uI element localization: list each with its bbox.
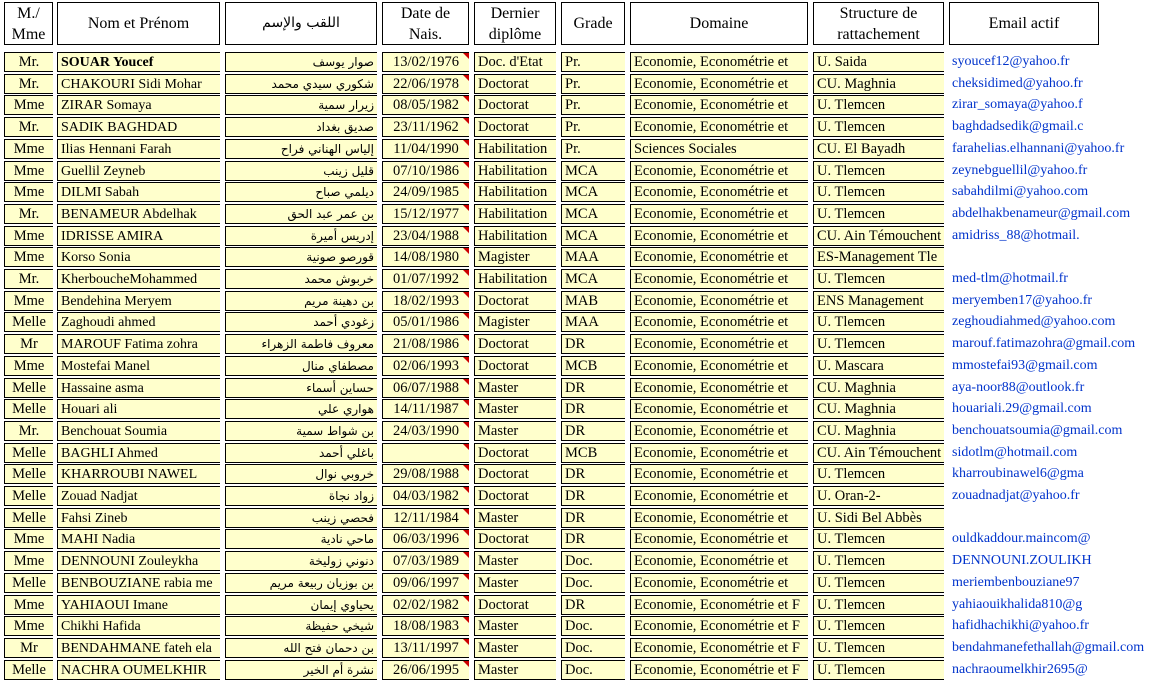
cell-email[interactable] <box>949 595 1165 615</box>
cell-nom-ar[interactable]: بن عمر عبد الحق <box>225 204 377 224</box>
email-text: meriembenbouziane97 <box>952 575 1080 590</box>
cell-grade[interactable]: MAB <box>561 291 625 311</box>
cell-civ[interactable]: Mme <box>4 356 53 376</box>
cell-diplome[interactable]: Doctorat <box>474 443 556 463</box>
cell-date[interactable]: 11/04/1990 <box>382 139 469 159</box>
cell-diplome[interactable]: Magister <box>474 312 556 332</box>
cell-diplome[interactable]: Master <box>474 660 556 680</box>
cell-structure[interactable]: U. Tlemcen <box>813 161 944 181</box>
cell-civ[interactable]: Mr. <box>4 74 53 94</box>
email-text: med-tlm@hotmail.fr <box>952 271 1068 286</box>
cell-nom[interactable]: Benchouat Soumia <box>57 421 220 441</box>
cell-nom[interactable]: BENAMEUR Abdelhak <box>57 204 220 224</box>
cell-structure[interactable]: U. Tlemcen <box>813 551 944 571</box>
email-text: farahelias.elhannani@yahoo.fr <box>952 141 1125 156</box>
cell-nom[interactable]: MAHI Nadia <box>57 529 220 549</box>
cell-civ[interactable]: Mme <box>4 291 53 311</box>
cell-civ[interactable]: Mme <box>4 247 53 267</box>
cell-structure[interactable]: U. Oran-2- <box>813 486 944 506</box>
cell-civ[interactable]: Mme <box>4 95 53 115</box>
cell-domaine[interactable]: Economie, Econométrie et <box>630 52 808 72</box>
cell-nom[interactable]: Ilias Hennani Farah <box>57 139 220 159</box>
cell-nom-ar[interactable]: شيخي حفيظة <box>225 616 377 636</box>
cell-structure[interactable]: U. Tlemcen <box>813 573 944 593</box>
cell-date[interactable]: 24/03/1990 <box>382 421 469 441</box>
cell-diplome[interactable]: Doctorat <box>474 595 556 615</box>
cell-grade[interactable]: MCA <box>561 161 625 181</box>
cell-date[interactable]: 13/11/1997 <box>382 638 469 658</box>
cell-civ[interactable]: Mr. <box>4 204 53 224</box>
cell-nom[interactable]: Houari ali <box>57 399 220 419</box>
cell-date[interactable]: 05/01/1986 <box>382 312 469 332</box>
cell-civ[interactable]: Mme <box>4 616 53 636</box>
email-text: nachraoumelkhir2695@ <box>952 662 1088 677</box>
email-text: houariali.29@gmail.com <box>952 401 1092 416</box>
email-text: mmostefai93@gmail.com <box>952 358 1098 373</box>
cell-structure[interactable]: U. Sidi Bel Abbès <box>813 508 944 528</box>
cell-grade[interactable]: MCB <box>561 443 625 463</box>
cell-email[interactable] <box>949 117 1165 137</box>
cell-nom[interactable]: DENNOUNI Zouleykha <box>57 551 220 571</box>
cell-diplome[interactable]: Doctorat <box>474 95 556 115</box>
cell-domaine[interactable]: Economie, Econométrie et <box>630 117 808 137</box>
cell-email[interactable] <box>949 334 1165 354</box>
cell-grade[interactable]: Pr. <box>561 139 625 159</box>
cell-civ[interactable]: Melle <box>4 443 53 463</box>
cell-nom-ar[interactable]: زغودي أحمد <box>225 312 377 332</box>
cell-domaine[interactable]: Economie, Econométrie et <box>630 291 808 311</box>
cell-grade[interactable]: Pr. <box>561 74 625 94</box>
cell-diplome[interactable]: Doctorat <box>474 291 556 311</box>
cell-grade[interactable]: DR <box>561 378 625 398</box>
cell-civ[interactable]: Mme <box>4 595 53 615</box>
cell-domaine[interactable]: Economie, Econométrie et <box>630 269 808 289</box>
cell-nom[interactable]: KHARROUBI NAWEL <box>57 464 220 484</box>
cell-email[interactable] <box>949 226 1165 246</box>
cell-nom[interactable]: Fahsi Zineb <box>57 508 220 528</box>
cell-structure[interactable]: U. Tlemcen <box>813 117 944 137</box>
cell-nom-ar[interactable]: خربوش محمد <box>225 269 377 289</box>
cell-diplome[interactable]: Master <box>474 399 556 419</box>
cell-structure[interactable]: CU. Maghnia <box>813 74 944 94</box>
cell-civ[interactable]: Mme <box>4 529 53 549</box>
cell-diplome[interactable]: Master <box>474 421 556 441</box>
cell-nom[interactable]: CHAKOURI Sidi Mohar <box>57 74 220 94</box>
cell-nom-ar[interactable]: يحياوي إيمان <box>225 595 377 615</box>
header-diplome: Dernier diplôme <box>474 2 556 45</box>
cell-domaine[interactable]: Economie, Econométrie et <box>630 204 808 224</box>
cell-structure[interactable]: CU. Maghnia <box>813 378 944 398</box>
email-text: meryemben17@yahoo.fr <box>952 293 1093 308</box>
cell-email[interactable] <box>949 269 1165 289</box>
email-text: yahiaouikhalida810@g <box>952 597 1083 612</box>
cell-email[interactable] <box>949 638 1165 658</box>
cell-diplome[interactable]: Master <box>474 508 556 528</box>
cell-date[interactable]: 18/08/1983 <box>382 616 469 636</box>
cell-grade[interactable]: DR <box>561 421 625 441</box>
cell-diplome[interactable]: Doctorat <box>474 356 556 376</box>
cell-date[interactable]: 09/06/1997 <box>382 573 469 593</box>
cell-structure[interactable]: U. Tlemcen <box>813 529 944 549</box>
cell-email[interactable] <box>949 399 1165 419</box>
cell-grade[interactable]: Doc. <box>561 660 625 680</box>
cell-diplome[interactable]: Doctorat <box>474 464 556 484</box>
cell-nom[interactable]: Hassaine asma <box>57 378 220 398</box>
cell-diplome[interactable]: Doctorat <box>474 334 556 354</box>
cell-domaine[interactable]: Economie, Econométrie et <box>630 312 808 332</box>
cell-email[interactable] <box>949 161 1165 181</box>
cell-civ[interactable]: Melle <box>4 399 53 419</box>
cell-nom-ar[interactable]: صوار يوسف <box>225 52 377 72</box>
cell-date[interactable]: 06/03/1996 <box>382 529 469 549</box>
cell-date[interactable] <box>382 443 469 463</box>
cell-nom-ar[interactable]: مصطفاي منال <box>225 356 377 376</box>
cell-date[interactable]: 21/08/1986 <box>382 334 469 354</box>
cell-civ[interactable]: Mme <box>4 161 53 181</box>
cell-nom-ar[interactable]: نشرة أم الخير <box>225 660 377 680</box>
cell-domaine[interactable]: Economie, Econométrie et <box>630 95 808 115</box>
cell-civ[interactable]: Melle <box>4 508 53 528</box>
email-text: ouldkaddour.maincom@ <box>952 531 1091 546</box>
cell-nom-ar[interactable]: بن شواط سمية <box>225 421 377 441</box>
email-text: aya-noor88@outlook.fr <box>952 380 1085 395</box>
cell-domaine[interactable]: Economie, Econométrie et <box>630 247 808 267</box>
cell-diplome[interactable]: Habilitation <box>474 139 556 159</box>
cell-diplome[interactable]: Master <box>474 378 556 398</box>
cell-grade[interactable]: Pr. <box>561 95 625 115</box>
cell-diplome[interactable]: Master <box>474 638 556 658</box>
cell-domaine[interactable]: Economie, Econométrie et F <box>630 638 808 658</box>
cell-nom[interactable]: Korso Sonia <box>57 247 220 267</box>
cell-diplome[interactable]: Habilitation <box>474 204 556 224</box>
cell-nom[interactable]: ZIRAR Somaya <box>57 95 220 115</box>
header-grade: Grade <box>561 2 625 45</box>
email-text: bendahmanefethallah@gmail.com <box>952 640 1145 655</box>
cell-nom[interactable]: IDRISSE AMIRA <box>57 226 220 246</box>
cell-diplome[interactable]: Master <box>474 573 556 593</box>
cell-nom-ar[interactable]: إدريس أميرة <box>225 226 377 246</box>
header-domaine: Domaine <box>630 2 808 45</box>
cell-civ[interactable]: Melle <box>4 486 53 506</box>
cell-civ[interactable]: Melle <box>4 312 53 332</box>
cell-civ[interactable]: Mr. <box>4 117 53 137</box>
cell-nom-ar[interactable]: حساين أسماء <box>225 378 377 398</box>
cell-date[interactable]: 23/11/1962 <box>382 117 469 137</box>
cell-email[interactable] <box>949 312 1165 332</box>
cell-structure[interactable]: U. Tlemcen <box>813 204 944 224</box>
header-nom: Nom et Prénom <box>57 2 220 45</box>
cell-grade[interactable]: Doc. <box>561 638 625 658</box>
cell-domaine[interactable]: Economie, Econométrie et <box>630 356 808 376</box>
cell-diplome[interactable]: Doctorat <box>474 486 556 506</box>
cell-grade[interactable]: DR <box>561 399 625 419</box>
cell-civ[interactable]: Mme <box>4 551 53 571</box>
cell-grade[interactable]: DR <box>561 595 625 615</box>
cell-civ[interactable]: Melle <box>4 378 53 398</box>
email-text: zeynebguellil@yahoo.fr <box>952 163 1088 178</box>
cell-nom-ar[interactable]: شكوري سيدي محمد <box>225 74 377 94</box>
cell-email[interactable] <box>949 356 1165 376</box>
cell-civ[interactable]: Mr. <box>4 269 53 289</box>
cell-grade[interactable]: DR <box>561 508 625 528</box>
cell-nom-ar[interactable]: إلياس الهناني فراح <box>225 139 377 159</box>
cell-structure[interactable]: CU. Ain Témouchent <box>813 443 944 463</box>
cell-nom-ar[interactable]: باغلي أحمد <box>225 443 377 463</box>
cell-email[interactable] <box>949 486 1165 506</box>
cell-email[interactable] <box>949 529 1165 549</box>
cell-date[interactable]: 08/05/1982 <box>382 95 469 115</box>
cell-grade[interactable]: MAA <box>561 247 625 267</box>
cell-date[interactable]: 22/06/1978 <box>382 74 469 94</box>
cell-civ[interactable]: Mr. <box>4 421 53 441</box>
cell-domaine[interactable]: Economie, Econométrie et <box>630 182 808 202</box>
cell-structure[interactable]: CU. Maghnia <box>813 399 944 419</box>
cell-civ[interactable]: Mme <box>4 226 53 246</box>
cell-email[interactable] <box>949 443 1165 463</box>
email-text: cheksidimed@yahoo.fr <box>952 76 1083 91</box>
cell-domaine[interactable]: Economie, Econométrie et <box>630 161 808 181</box>
cell-diplome[interactable]: Doctorat <box>474 74 556 94</box>
cell-nom-ar[interactable]: هواري علي <box>225 399 377 419</box>
cell-grade[interactable]: DR <box>561 334 625 354</box>
cell-date[interactable]: 04/03/1982 <box>382 486 469 506</box>
cell-email[interactable] <box>949 421 1165 441</box>
email-text: syoucef12@yahoo.fr <box>952 54 1070 69</box>
header-nom-ar: اللقب والإسم <box>225 2 377 45</box>
cell-date[interactable]: 02/02/1982 <box>382 595 469 615</box>
cell-nom[interactable]: BAGHLI Ahmed <box>57 443 220 463</box>
cell-civ[interactable]: Mr <box>4 334 53 354</box>
cell-nom-ar[interactable]: زيرار سمية <box>225 95 377 115</box>
cell-domaine[interactable]: Sciences Sociales <box>630 139 808 159</box>
cell-date[interactable]: 12/11/1984 <box>382 508 469 528</box>
cell-diplome[interactable]: Habilitation <box>474 269 556 289</box>
cell-domaine[interactable]: Economie, Econométrie et F <box>630 660 808 680</box>
cell-grade[interactable]: DR <box>561 464 625 484</box>
cell-nom[interactable]: Guellil Zeyneb <box>57 161 220 181</box>
cell-grade[interactable]: MAA <box>561 312 625 332</box>
cell-diplome[interactable]: Doctorat <box>474 117 556 137</box>
cell-structure[interactable]: U. Mascara <box>813 356 944 376</box>
cell-diplome[interactable]: Doctorat <box>474 529 556 549</box>
cell-civ[interactable]: Melle <box>4 660 53 680</box>
cell-grade[interactable]: Pr. <box>561 52 625 72</box>
email-text: kharroubinawel6@gma <box>952 466 1084 481</box>
cell-domaine[interactable]: Economie, Econométrie et <box>630 443 808 463</box>
cell-domaine[interactable]: Economie, Econométrie et <box>630 486 808 506</box>
cell-email[interactable] <box>949 616 1165 636</box>
cell-date[interactable]: 01/07/1992 <box>382 269 469 289</box>
cell-domaine[interactable]: Economie, Econométrie et <box>630 74 808 94</box>
header-email: Email actif <box>949 2 1099 45</box>
cell-structure[interactable]: U. Tlemcen <box>813 95 944 115</box>
cell-civ[interactable]: Melle <box>4 464 53 484</box>
cell-diplome[interactable]: Master <box>474 551 556 571</box>
cell-email[interactable] <box>949 182 1165 202</box>
cell-domaine[interactable]: Economie, Econométrie et <box>630 378 808 398</box>
cell-nom[interactable]: Chikhi Hafida <box>57 616 220 636</box>
cell-nom-ar[interactable]: خروبي نوال <box>225 464 377 484</box>
cell-diplome[interactable]: Doc. d'Etat <box>474 52 556 72</box>
cell-date[interactable]: 07/03/1989 <box>382 551 469 571</box>
cell-email[interactable] <box>949 551 1165 571</box>
cell-diplome[interactable]: Habilitation <box>474 161 556 181</box>
cell-grade[interactable]: MCA <box>561 269 625 289</box>
cell-domaine[interactable]: Economie, Econométrie et <box>630 551 808 571</box>
cell-civ[interactable]: Mr. <box>4 52 53 72</box>
cell-domaine[interactable]: Economie, Econométrie et <box>630 464 808 484</box>
cell-nom[interactable]: BENDAHMANE fateh ela <box>57 638 220 658</box>
cell-domaine[interactable]: Economie, Econométrie et <box>630 508 808 528</box>
cell-structure[interactable]: ENS Management <box>813 291 944 311</box>
cell-nom[interactable]: Zaghoudi ahmed <box>57 312 220 332</box>
cell-date[interactable]: 29/08/1988 <box>382 464 469 484</box>
cell-email[interactable] <box>949 464 1165 484</box>
cell-nom-ar[interactable]: زواد نجاة <box>225 486 377 506</box>
cell-nom[interactable]: KherboucheMohammed <box>57 269 220 289</box>
cell-structure[interactable]: U. Tlemcen <box>813 616 944 636</box>
cell-grade[interactable]: Doc. <box>561 551 625 571</box>
cell-domaine[interactable]: Economie, Econométrie et <box>630 399 808 419</box>
cell-domaine[interactable]: Economie, Econométrie et <box>630 573 808 593</box>
cell-nom[interactable]: Mostefai Manel <box>57 356 220 376</box>
cell-civ[interactable]: Melle <box>4 573 53 593</box>
cell-nom-ar[interactable]: ماحي نادية <box>225 529 377 549</box>
cell-date[interactable]: 24/09/1985 <box>382 182 469 202</box>
cell-nom[interactable]: SADIK BAGHDAD <box>57 117 220 137</box>
cell-grade[interactable]: DR <box>561 529 625 549</box>
email-text: sabahdilmi@yahoo.com <box>952 184 1089 199</box>
cell-grade[interactable]: MCA <box>561 182 625 202</box>
cell-diplome[interactable]: Habilitation <box>474 182 556 202</box>
cell-email[interactable] <box>949 508 1165 528</box>
cell-diplome[interactable]: Magister <box>474 247 556 267</box>
cell-email[interactable] <box>949 139 1165 159</box>
cell-email[interactable] <box>949 573 1165 593</box>
cell-nom-ar[interactable]: قورصو صونية <box>225 247 377 267</box>
cell-grade[interactable]: DR <box>561 486 625 506</box>
cell-date[interactable]: 06/07/1988 <box>382 378 469 398</box>
cell-email[interactable] <box>949 660 1165 680</box>
email-text: zeghoudiahmed@yahoo.com <box>952 314 1116 329</box>
cell-nom[interactable]: SOUAR Youcef <box>57 52 220 72</box>
cell-nom[interactable]: MAROUF Fatima zohra <box>57 334 220 354</box>
cell-date[interactable]: 15/12/1977 <box>382 204 469 224</box>
cell-grade[interactable]: Doc. <box>561 616 625 636</box>
cell-email[interactable] <box>949 52 1165 72</box>
cell-nom[interactable]: Zouad Nadjat <box>57 486 220 506</box>
cell-grade[interactable]: Doc. <box>561 573 625 593</box>
cell-nom[interactable]: BENBOUZIANE rabia me <box>57 573 220 593</box>
cell-structure[interactable]: U. Tlemcen <box>813 182 944 202</box>
cell-structure[interactable]: U. Tlemcen <box>813 660 944 680</box>
cell-nom-ar[interactable]: بن بوزيان ربيعة مريم <box>225 573 377 593</box>
email-text: sidotlm@hotmail.com <box>952 445 1078 460</box>
cell-structure[interactable]: U. Saida <box>813 52 944 72</box>
cell-domaine[interactable]: Economie, Econométrie et <box>630 226 808 246</box>
email-text: abdelhakbenameur@gmail.com <box>952 206 1131 221</box>
cell-grade[interactable]: Pr. <box>561 117 625 137</box>
cell-civ[interactable]: Mr <box>4 638 53 658</box>
email-text: zirar_somaya@yahoo.f <box>952 97 1083 112</box>
cell-grade[interactable]: MCA <box>561 204 625 224</box>
email-text: zouadnadjat@yahoo.fr <box>952 488 1080 503</box>
header-civilite: M./ Mme <box>4 2 53 45</box>
cell-date[interactable]: 13/02/1976 <box>382 52 469 72</box>
cell-email[interactable] <box>949 291 1165 311</box>
cell-date[interactable]: 18/02/1993 <box>382 291 469 311</box>
cell-date[interactable]: 14/08/1980 <box>382 247 469 267</box>
cell-structure[interactable]: CU. Maghnia <box>813 421 944 441</box>
cell-nom[interactable]: NACHRA OUMELKHIR <box>57 660 220 680</box>
cell-structure[interactable]: U. Tlemcen <box>813 269 944 289</box>
cell-domaine[interactable]: Economie, Econométrie et <box>630 421 808 441</box>
email-text: benchouatsoumia@gmail.com <box>952 423 1123 438</box>
email-text: baghdadsedik@gmail.c <box>952 119 1084 134</box>
cell-diplome[interactable]: Habilitation <box>474 226 556 246</box>
cell-nom-ar[interactable]: قليل زينب <box>225 161 377 181</box>
cell-nom-ar[interactable]: صديق بغداد <box>225 117 377 137</box>
cell-structure[interactable]: U. Tlemcen <box>813 312 944 332</box>
cell-structure[interactable]: CU. Ain Témouchent <box>813 226 944 246</box>
header-structure: Structure de rattachement <box>813 2 944 45</box>
cell-domaine[interactable]: Economie, Econométrie et F <box>630 616 808 636</box>
cell-structure[interactable]: U. Tlemcen <box>813 595 944 615</box>
cell-nom[interactable]: YAHIAOUI Imane <box>57 595 220 615</box>
cell-structure[interactable]: U. Tlemcen <box>813 464 944 484</box>
cell-nom-ar[interactable]: ديلمي صباح <box>225 182 377 202</box>
header-date: Date de Nais. <box>382 2 469 45</box>
cell-domaine[interactable]: Economie, Econométrie et F <box>630 595 808 615</box>
cell-email[interactable] <box>949 378 1165 398</box>
cell-date[interactable]: 14/11/1987 <box>382 399 469 419</box>
cell-structure[interactable]: U. Tlemcen <box>813 334 944 354</box>
cell-email[interactable] <box>949 247 1165 267</box>
cell-grade[interactable]: MCB <box>561 356 625 376</box>
email-text: DENNOUNI.ZOULIKH <box>952 553 1092 568</box>
cell-nom-ar[interactable]: دنوني زوليخة <box>225 551 377 571</box>
cell-email[interactable] <box>949 204 1165 224</box>
cell-nom[interactable]: Bendehina Meryem <box>57 291 220 311</box>
cell-nom-ar[interactable]: فحصي زينب <box>225 508 377 528</box>
cell-email[interactable] <box>949 74 1165 94</box>
cell-structure[interactable]: CU. El Bayadh <box>813 139 944 159</box>
cell-diplome[interactable]: Master <box>474 616 556 636</box>
cell-domaine[interactable]: Economie, Econométrie et <box>630 529 808 549</box>
email-text: hafidhachikhi@yahoo.fr <box>952 618 1089 633</box>
cell-civ[interactable]: Mme <box>4 182 53 202</box>
cell-date[interactable]: 23/04/1988 <box>382 226 469 246</box>
cell-civ[interactable]: Mme <box>4 139 53 159</box>
cell-structure[interactable]: U. Tlemcen <box>813 638 944 658</box>
cell-nom-ar[interactable]: بن دحمان فتح الله <box>225 638 377 658</box>
cell-domaine[interactable]: Economie, Econométrie et <box>630 334 808 354</box>
email-text: amidriss_88@hotmail. <box>952 228 1080 243</box>
cell-date[interactable]: 02/06/1993 <box>382 356 469 376</box>
cell-email[interactable] <box>949 95 1165 115</box>
cell-date[interactable]: 07/10/1986 <box>382 161 469 181</box>
cell-nom[interactable]: DILMI Sabah <box>57 182 220 202</box>
email-text: marouf.fatimazohra@gmail.com <box>952 336 1136 351</box>
cell-date[interactable]: 26/06/1995 <box>382 660 469 680</box>
cell-nom-ar[interactable]: بن دهينة مريم <box>225 291 377 311</box>
cell-grade[interactable]: MCA <box>561 226 625 246</box>
cell-structure[interactable]: ES-Management Tle <box>813 247 944 267</box>
cell-nom-ar[interactable]: معروف فاطمة الزهراء <box>225 334 377 354</box>
